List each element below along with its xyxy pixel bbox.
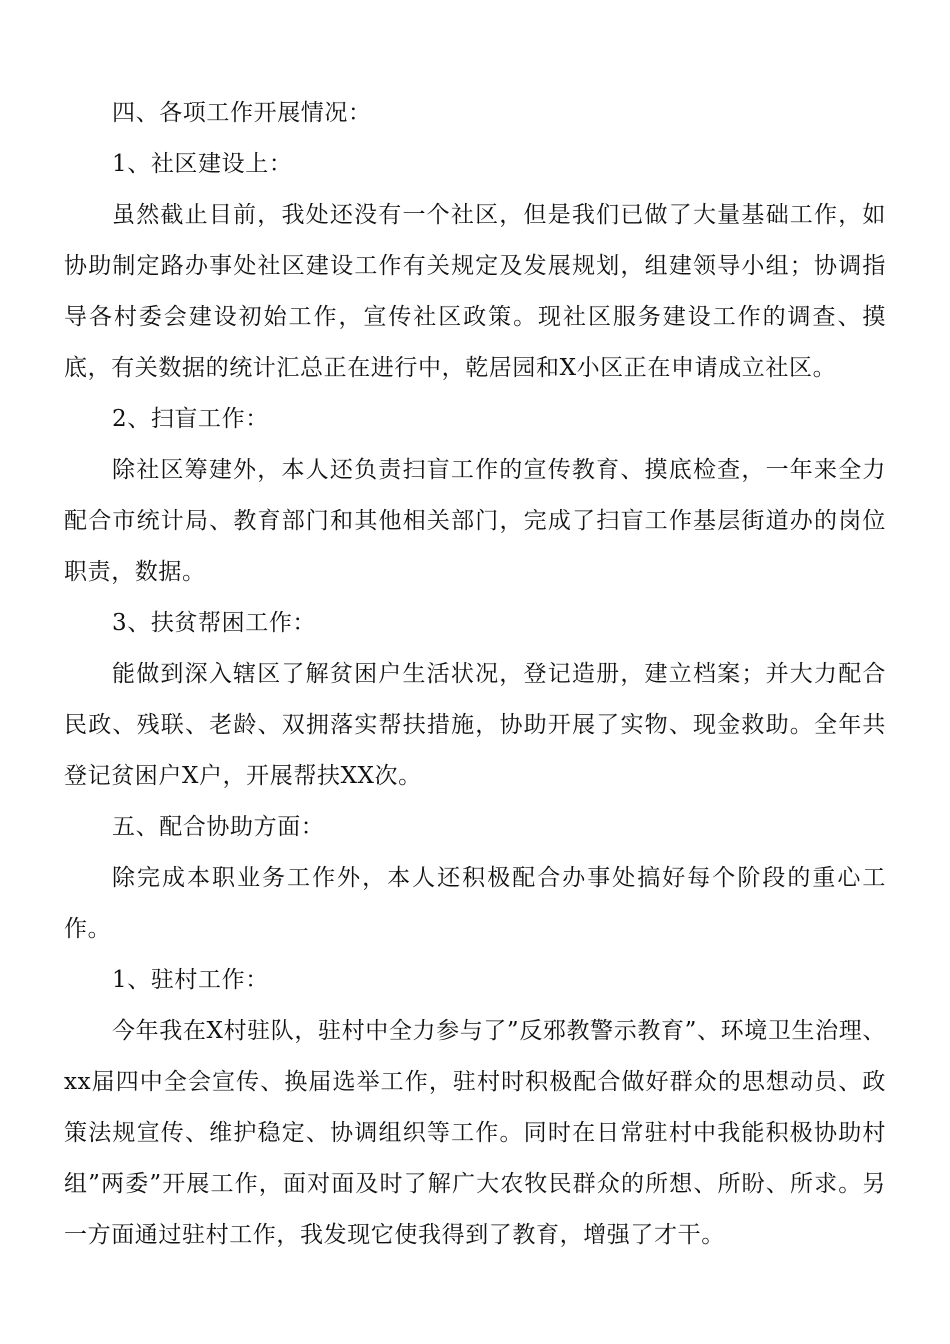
paragraph-literacy: 除社区筹建外，本人还负责扫盲工作的宣传教育、摸底检查，一年来全力配合市统计局、教育部门和其他相关部门，完成了扫盲工作基层街道办的岗位职责，数据。 [64, 457, 886, 585]
subheading-poverty-relief: 3、扶贫帮困工作： [112, 610, 317, 636]
section-heading-5: 五、配合协助方面： [112, 814, 325, 840]
paragraph-poverty-relief: 能做到深入辖区了解贫困户生活状况，登记造册，建立档案；并大力配合民政、残联、老龄、双拥落实帮扶措施，协助开展了实物、现金救助。全年共登记贫困户X户，开展帮扶XX次。 [64, 661, 886, 789]
subheading-community-building: 1、社区建设上： [112, 151, 293, 177]
paragraph-cooperation: 除完成本职业务工作外，本人还积极配合办事处搞好每个阶段的重心工作。 [64, 865, 886, 942]
paragraph-village-work: 今年我在X村驻队，驻村中全力参与了”反邪教警示教育”、环境卫生治理、xx届四中全会宣传、换届选举工作，驻村时积极配合做好群众的思想动员、政策法规宣传、维护稳定、协调组织等工作。同时在日常驻村中我能积极协助村组”两委”开展工作，面对面及时了解广大农牧民群众的所想、所盼、所求。另一方面通过驻村工作，我发现它使我得到了教育，增强了才干。 [64, 1018, 886, 1248]
section-heading-4: 四、各项工作开展情况： [112, 100, 372, 126]
document-body [64, 88, 886, 1261]
subheading-literacy: 2、扫盲工作： [112, 406, 269, 432]
subheading-village-work: 1、驻村工作： [112, 967, 269, 993]
paragraph-community-building: 虽然截止目前，我处还没有一个社区，但是我们已做了大量基础工作，如协助制定路办事处社区建设工作有关规定及发展规划，组建领导小组；协调指导各村委会建设初始工作，宣传社区政策。现社区服务建设工作的调查、摸底，有关数据的统计汇总正在进行中，乾居园和X小区正在申请成立社区。 [64, 202, 886, 381]
